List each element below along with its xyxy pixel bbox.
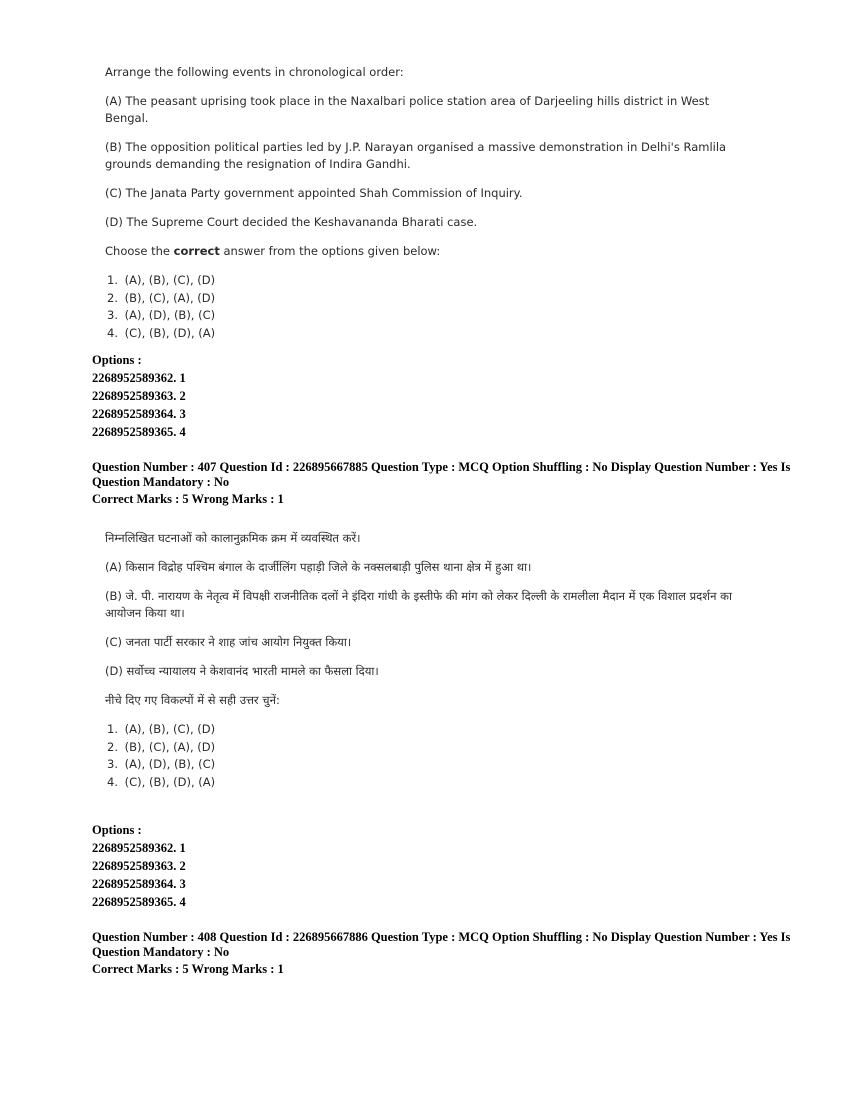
options-label: Options : xyxy=(92,823,142,837)
choice-item xyxy=(105,739,745,757)
choice-list xyxy=(105,272,745,342)
choice-number: 3. xyxy=(107,757,118,771)
option-id: 2268952589362. 1 xyxy=(92,841,186,855)
question-mandatory: Question Mandatory : No xyxy=(92,945,230,959)
option-id: 2268952589365. 4 xyxy=(92,895,186,909)
question-header xyxy=(92,460,791,507)
choice-number: 1. xyxy=(107,273,118,287)
choice-item xyxy=(105,325,745,343)
event-b: (B) जे. पी. नारायण के नेतृत्व में विपक्षी राजनीतिक दलों ने इंदिरा गांधी के इस्तीफे की मांग को लेकर दिल्ली के रामलीला मैदान में एक विशाल प्रदर्शन का आयोजन किया था। xyxy=(105,589,732,620)
question-english xyxy=(105,64,745,342)
event-b: (B) The opposition political parties led by J.P. Narayan organised a massive demonstration in Delhi's Ramlila grounds demanding the resignation of Indira Gandhi. xyxy=(105,140,727,171)
choice-number: 4. xyxy=(107,325,118,340)
choice-list xyxy=(105,721,745,791)
choice-text: (A), (D), (B), (C) xyxy=(124,757,216,771)
options-block xyxy=(92,351,772,441)
question-intro: निम्नलिखित घटनाओं को कालानुक्रमिक क्रम में व्यवस्थित करें। xyxy=(105,531,361,545)
choice-number: 2. xyxy=(107,739,118,754)
choose-instruction xyxy=(105,243,745,260)
question-marks: Correct Marks : 5 Wrong Marks : 1 xyxy=(92,962,284,976)
question-hindi xyxy=(105,530,745,791)
choice-item xyxy=(105,756,745,774)
choice-item xyxy=(105,774,745,792)
event-d: (D) The Supreme Court decided the Keshavananda Bharati case. xyxy=(105,215,478,229)
choose-prefix: Choose the xyxy=(105,244,174,258)
question-marks: Correct Marks : 5 Wrong Marks : 1 xyxy=(92,492,284,506)
options-label: Options : xyxy=(92,353,142,367)
choose-suffix: answer from the options given below: xyxy=(219,244,441,258)
event-a: (A) The peasant uprising took place in the Naxalbari police station area of Darjeeling hills district in West Bengal. xyxy=(105,94,710,125)
event-d: (D) सर्वोच्च न्यायालय ने केशवानंद भारती मामले का फैसला दिया। xyxy=(105,664,379,678)
choice-item xyxy=(105,307,745,325)
event-a: (A) किसान विद्रोह पश्चिम बंगाल के दार्जीलिंग पहाड़ी जिले के नक्सलबाड़ी पुलिस थाना क्षेत्र में हुआ था। xyxy=(105,560,532,574)
choice-text: (B), (C), (A), (D) xyxy=(124,290,216,305)
choice-item xyxy=(105,721,745,739)
choice-number: 3. xyxy=(107,308,118,322)
choice-text: (C), (B), (D), (A) xyxy=(124,325,216,340)
choice-number: 2. xyxy=(107,290,118,305)
option-id: 2268952589363. 2 xyxy=(92,389,186,403)
question-meta-line: Question Number : 408 Question Id : 226895667886 Question Type : MCQ Option Shuffling : No Display Question Number : Yes Is xyxy=(92,930,791,944)
option-id: 2268952589364. 3 xyxy=(92,407,186,421)
options-block xyxy=(92,821,772,911)
choice-item xyxy=(105,272,745,290)
event-c: (C) जनता पार्टी सरकार ने शाह जांच आयोग नियुक्त किया। xyxy=(105,635,352,649)
choice-item xyxy=(105,290,745,308)
question-meta-line: Question Number : 407 Question Id : 226895667885 Question Type : MCQ Option Shuffling : No Display Question Number : Yes Is xyxy=(92,460,791,474)
choose-instruction: नीचे दिए गए विकल्पों में से सही उत्तर चुनें: xyxy=(105,693,280,707)
option-id: 2268952589365. 4 xyxy=(92,425,186,439)
option-id: 2268952589364. 3 xyxy=(92,877,186,891)
choice-text: (A), (B), (C), (D) xyxy=(124,273,216,287)
option-id: 2268952589363. 2 xyxy=(92,859,186,873)
choice-text: (B), (C), (A), (D) xyxy=(124,739,216,754)
choice-text: (C), (B), (D), (A) xyxy=(124,774,216,789)
question-mandatory: Question Mandatory : No xyxy=(92,475,230,489)
choice-number: 1. xyxy=(107,722,118,736)
choice-number: 4. xyxy=(107,774,118,789)
choice-text: (A), (B), (C), (D) xyxy=(124,722,216,736)
choose-bold: correct xyxy=(173,244,220,258)
question-header xyxy=(92,930,791,977)
option-id: 2268952589362. 1 xyxy=(92,371,186,385)
choice-text: (A), (D), (B), (C) xyxy=(124,308,216,322)
event-c: (C) The Janata Party government appointed Shah Commission of Inquiry. xyxy=(105,186,523,200)
question-intro: Arrange the following events in chronological order: xyxy=(105,65,404,79)
